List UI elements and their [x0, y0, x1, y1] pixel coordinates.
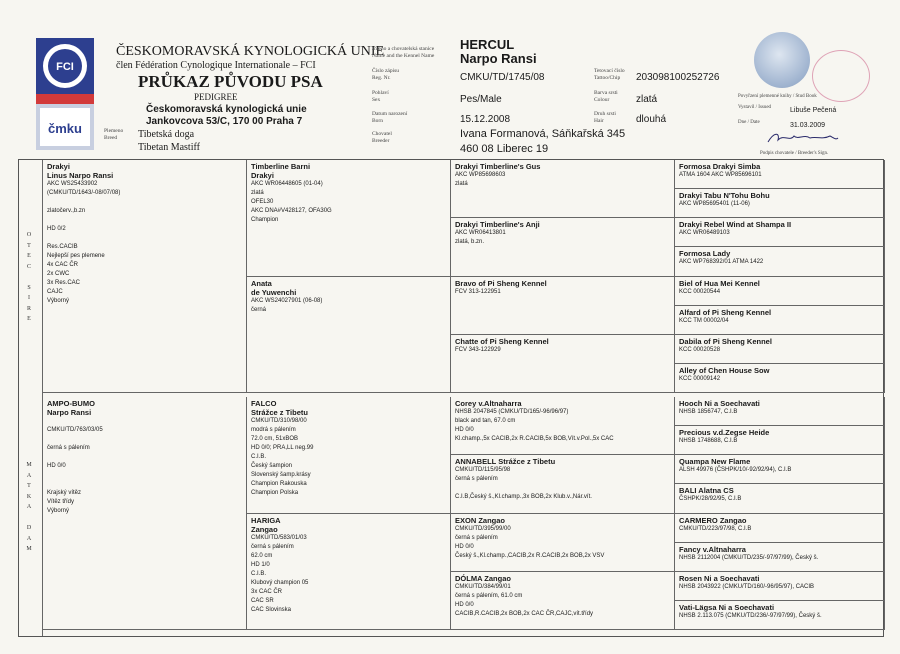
dam-gg-grandparent — [675, 572, 885, 601]
dam-grandparent-detail: C.I.B. — [251, 454, 267, 460]
dam-grandparent-detail: Slovenský šamp.krásy — [251, 472, 311, 478]
fci-cmku-logo — [36, 38, 94, 150]
reg-label-en: Reg. Nr. — [372, 75, 391, 81]
sire-gg-grandparent-name: Dabila of Pi Sheng Kennel — [679, 336, 772, 346]
sire-gg-grandparent — [675, 189, 885, 218]
dam-parent-detail — [47, 471, 242, 480]
sire-side-letter: R — [26, 305, 31, 312]
dam-grandparent-detail: Champion Polska — [251, 490, 299, 496]
dam-side-letter: D — [26, 525, 32, 531]
dam-great-grandparent — [451, 572, 675, 630]
dam-great-grandparent-detail: černá s pálením, 61.0 cm — [455, 592, 523, 599]
dam-side-letter: A — [26, 535, 32, 542]
sire-parent-detail — [47, 216, 242, 225]
dam-grandparent-detail: modrá s pálením — [251, 427, 296, 433]
name-label-cz: Jméno a chovatelská stanice — [372, 46, 435, 52]
dam-gg-grandparent-detail: NHSB 2112004 (CMKU/TD/235/-97/97/99), Český š. — [679, 554, 819, 561]
sire-great-grandparent-name: Drakyi Timberline's Anji — [455, 220, 540, 230]
dam-grandparent-name: HARIGA — [251, 515, 281, 525]
dam-grandparent-kennel: Strážce z Tibetu — [251, 408, 308, 417]
dam-side-letter: K — [26, 493, 32, 500]
dob-label-en: Born — [372, 118, 383, 124]
sire-parent-detail: 2x CWC — [47, 271, 70, 277]
issue-date: 31.03.2009 — [790, 122, 826, 129]
sire-side-letter: T — [27, 242, 31, 249]
sire-gg-grandparent-name: Drakyi Tabu N'Tohu Bohu — [679, 191, 770, 201]
dam-gg-grandparent — [675, 484, 885, 513]
sire-grandparent-detail: černá — [251, 306, 267, 313]
dam-grandparent-detail: CAC SR — [251, 597, 274, 604]
sire-great-grandparent-detail: FCV 343-122929 — [455, 346, 501, 353]
sex-label-en: Sex — [372, 97, 381, 103]
dam-great-grandparent-detail: černá s pálením — [455, 476, 498, 483]
dam-parent-detail: Vítěz třídy — [47, 499, 75, 505]
sire-grandparent-kennel: Drakyi — [251, 171, 274, 180]
dam-gg-grandparent-detail: NHSB 2.113.075 (CMKU/TD/236/-97/97/99), Český š. — [679, 612, 822, 619]
tattoo-value: 203098100252726 — [636, 72, 720, 83]
sire-gg-grandparent-detail: AKC WP768392/01 ATMA 1422 — [679, 259, 764, 266]
sire-gg-grandparent-detail: AKC WR06489103 — [679, 230, 730, 237]
dam-gg-grandparent-detail: NHSB 1748688, C.I.B — [679, 438, 738, 445]
dam-great-grandparent-name: DÓLMA Zangao — [455, 573, 511, 583]
sire-side-letter: I — [28, 295, 30, 301]
dam-gg-grandparent-name: Vati-Lägsa Ni a Soechavati — [679, 602, 775, 612]
sire-great-grandparent-detail: FCV 313-122951 — [455, 288, 501, 295]
sire-side-letter: O — [26, 232, 32, 238]
dam-gg-grandparent-name: Quampa New Flame — [679, 457, 751, 467]
sire-parent-detail: zlatočerv.,b.zn — [47, 208, 86, 214]
breeder-label-cz: Chovatel — [372, 131, 392, 137]
hair-label-cz: Druh srsti — [594, 111, 616, 117]
breed-cz: Tibetská doga — [138, 129, 195, 140]
dam-gg-grandparent-detail: NHSB 1856747, C.I.B — [679, 409, 738, 415]
sire-grandparent — [247, 160, 451, 277]
dam-side-letter: T — [27, 483, 31, 489]
sire-parent — [43, 160, 247, 393]
dam-grandparent-detail: 62.0 cm — [251, 552, 273, 559]
pedigree-grid — [18, 159, 884, 637]
sire-gg-grandparent-detail: AKC WP85695401 (11-06) — [679, 201, 750, 208]
sire-grandparent-detail: AKC WS24027901 (06-08) — [251, 297, 323, 304]
sire-gg-grandparent — [675, 218, 885, 247]
sire-gg-grandparent-detail: ATMA 1604 AKC WP85696101 — [679, 172, 762, 178]
sire-great-grandparent-name: Drakyi Timberline's Gus — [455, 162, 541, 171]
dam-great-grandparent-detail — [455, 484, 670, 493]
dam-great-grandparent-detail: black and tan, 67.0 cm — [455, 418, 516, 424]
sire-grandparent — [247, 277, 451, 394]
doc-title: PRŮKAZ PŮVODU PSA — [138, 72, 323, 91]
sire-grandparent-kennel: de Yuwenchi — [251, 287, 297, 297]
sire-parent-detail: Res.CACIB — [47, 244, 78, 250]
dam-great-grandparent — [451, 455, 675, 513]
dam-grandparent-detail: Champion Rakouska — [251, 481, 307, 487]
sire-great-grandparent-detail: AKC WP85698603 — [455, 172, 506, 178]
dam-great-grandparent — [451, 514, 675, 572]
sire-great-grandparent-detail: AKC WR06413801 — [455, 230, 506, 237]
org-name: ČESKOMORAVSKÁ KYNOLOGICKÁ UNIE — [116, 44, 385, 59]
dam-parent-name: AMPO-BUMO — [47, 399, 95, 408]
dam-great-grandparent-detail: HD 0/0 — [455, 543, 474, 550]
sex-value: Pes/Male — [460, 94, 502, 105]
dam-gg-grandparent-name: BALI Alatna CS — [679, 486, 734, 496]
studbook-stamp — [754, 32, 810, 88]
dam-great-grandparent-detail: CMKU/TD/115/95/98 — [455, 467, 511, 474]
address-line2: Jankovcova 53/C, 170 00 Praha 7 — [146, 116, 303, 127]
dam-gg-grandparent-detail: ČSHPK/28/92/95, C.I.B — [679, 496, 742, 503]
dam-grandparent-detail: HD 0/0; PRA,LL neg.99 — [251, 445, 314, 451]
date-label: Dne / Date — [738, 120, 760, 125]
dam-parent-detail: Výborný — [47, 508, 70, 514]
sire-gg-grandparent — [675, 335, 885, 364]
sire-great-grandparent-name: Chatte of Pi Sheng Kennel — [455, 336, 549, 346]
dam-great-grandparent-name: ANNABELL Strážce z Tibetu — [455, 457, 556, 467]
dam-gg-grandparent — [675, 455, 885, 484]
sire-gg-grandparent-name: Alfard of Pi Sheng Kennel — [679, 307, 772, 317]
issued-by: Libuše Pečená — [790, 107, 837, 114]
dam-parent-detail: CMKU/TD/763/03/05 — [47, 427, 103, 433]
sire-grandparent-detail: AKC WR06448605 (01-04) — [251, 181, 323, 187]
sire-parent-kennel: Linus Narpo Ransi — [47, 171, 114, 180]
sire-parent-detail — [47, 234, 242, 243]
dam-grandparent-detail: CMKU/TD/583/01/03 — [251, 534, 307, 541]
dam-side-letter: A — [26, 504, 32, 510]
dam-gg-grandparent — [675, 397, 885, 426]
dam-great-grandparent-detail: C.I.B,Český š.,Kl.champ.,3x BOB,2x Klub.v.,Nár.vít. — [455, 494, 592, 501]
sire-parent-detail: 3x Res.CAC — [47, 280, 81, 286]
sire-gg-grandparent-name: Biel of Hua Mei Kennel — [679, 278, 760, 288]
dam-great-grandparent-detail: NHSB 2047845 (CMKU/TD/165/-96/96/97) — [455, 409, 569, 415]
dam-side-letter: M — [26, 462, 32, 468]
dam-grandparent-detail: 72.0 cm, 51xBOB — [251, 436, 299, 442]
dam-gg-grandparent-detail: CMKU/TD/223/97/98, C.I.B — [679, 525, 752, 532]
sire-side-letter: E — [27, 316, 31, 322]
dam-grandparent-detail: 3x CAC ČR — [251, 588, 283, 595]
dam-gg-grandparent-name: Rosen Ni a Soechavati — [679, 573, 760, 583]
side-column — [19, 160, 43, 636]
dog-name-line1: HERCUL — [460, 37, 515, 52]
dam-grandparent-detail: CAC Slovinska — [251, 606, 292, 613]
dam-grandparent-detail: Klubový champion 05 — [251, 579, 309, 586]
dam-parent-detail — [47, 453, 242, 462]
sire-gg-grandparent-detail: KCC 00020544 — [679, 288, 721, 295]
dam-grandparent — [247, 514, 451, 631]
dam-grandparent-detail: HD 1/0 — [251, 561, 270, 568]
tattoo-label-en: Tattoo/Chip — [594, 75, 621, 81]
dam-great-grandparent-detail: HD 0/0 — [455, 601, 474, 608]
sire-great-grandparent — [451, 218, 675, 276]
dam-grandparent-detail: černá s pálením — [251, 543, 294, 550]
address-line1: Českomoravská kynologická unie — [146, 104, 307, 115]
sire-gg-grandparent-name: Alley of Chen House Sow — [679, 365, 770, 375]
dog-name-line2: Narpo Ransi — [460, 51, 537, 66]
sire-grandparent-detail: AKC DNA#V428127, OFA30G — [251, 208, 332, 214]
sire-grandparent-detail: Champion — [251, 217, 279, 223]
sire-side-letter: S — [27, 284, 31, 291]
dam-side-letter: M — [26, 546, 32, 552]
signature-label: Podpis chovatele / Breeder's Sign. — [760, 151, 829, 156]
sire-side-letter: E — [27, 253, 31, 259]
fci-member: člen Fédération Cynologique Internationale – FCI — [116, 60, 316, 71]
sire-gg-grandparent-detail: KCC 00009142 — [679, 375, 721, 382]
dam-grandparent — [247, 397, 451, 514]
dam-parent-detail: Krajský vítěz — [47, 490, 82, 496]
tattoo-label-cz: Tetovací číslo — [594, 68, 625, 74]
dam-parent — [43, 397, 247, 630]
sire-parent-detail: AKC WS25433902 — [47, 181, 98, 187]
sire-great-grandparent — [451, 335, 675, 393]
reg-number: CMKU/TD/1745/08 — [460, 72, 545, 83]
dob-label-cz: Datum narození — [372, 111, 408, 117]
colour-value: zlatá — [636, 94, 658, 105]
breeder-label-en: Breeder — [372, 138, 390, 144]
dam-great-grandparent-detail: CMKU/TD/384/99/01 — [455, 583, 511, 590]
dam-great-grandparent-name: EXON Zangao — [455, 515, 506, 525]
dam-gg-grandparent-name: Fancy v.Altnaharra — [679, 544, 746, 554]
sire-gg-grandparent — [675, 160, 885, 189]
sire-gg-grandparent — [675, 306, 885, 335]
fci-logo-text: FCI — [56, 61, 74, 73]
sire-grandparent-name: Anata — [251, 278, 272, 288]
name-label-en: Name and the Kennel Name — [372, 53, 435, 59]
sire-parent-detail: 4x CAC ČR — [47, 262, 79, 268]
hair-label-en: Hair — [594, 118, 604, 124]
sire-great-grandparent-detail: zlatá, b.zn. — [455, 239, 485, 246]
dam-great-grandparent — [451, 397, 675, 455]
sire-grandparent-detail: OFEL30 — [251, 199, 274, 205]
dam-gg-grandparent-detail: ALSH 49976 (ČSHPK/10/-92/92/94), C.I.B — [679, 467, 792, 474]
dam-parent-detail: černá s pálením — [47, 445, 90, 451]
breeder-line1: Ivana Formanová, Sáňkařská 345 — [460, 128, 626, 140]
sire-gg-grandparent-detail: KCC 00020528 — [679, 346, 721, 353]
dam-side-letter: A — [26, 472, 32, 479]
breed-label-en: Breed — [104, 135, 118, 141]
dam-parent-kennel: Narpo Ransi — [47, 408, 92, 417]
sire-gg-grandparent — [675, 247, 885, 276]
dam-gg-grandparent — [675, 601, 885, 630]
sire-great-grandparent-detail: zlatá — [455, 181, 468, 187]
cmku-logo-text: čmku — [48, 121, 82, 136]
dam-parent-detail — [47, 435, 242, 444]
sire-grandparent-detail: zlatá — [251, 190, 264, 196]
sire-great-grandparent-name: Bravo of Pi Sheng Kennel — [455, 278, 547, 288]
sire-gg-grandparent-detail: KCC TM 00002/04 — [679, 317, 729, 324]
issued-label: Vystavil / Issued — [738, 105, 772, 110]
breed-label-cz: Plemeno — [104, 128, 124, 134]
dam-gg-grandparent — [675, 543, 885, 572]
dam-gg-grandparent-name: Hooch Ni a Soechavati — [679, 399, 760, 408]
dam-great-grandparent-detail: CACIB,R.CACIB,2x BOB,2x CAC ČR,CAJC,vít.třídy — [455, 610, 594, 617]
dam-gg-grandparent-name: CARMERO Zangao — [679, 515, 747, 525]
sire-great-grandparent — [451, 160, 675, 218]
dam-parent-detail — [47, 417, 242, 426]
dam-grandparent-detail: C.I.B. — [251, 570, 267, 577]
club-stamp — [812, 50, 870, 102]
dam-great-grandparent-detail: Český š.,Kl.champ.,CACIB,2x R.CACIB,2x BOB,2x VSV — [455, 552, 605, 559]
sire-gg-grandparent-name: Drakyi Rebel Wind at Shampa II — [679, 220, 792, 230]
sire-gg-grandparent — [675, 277, 885, 306]
dam-grandparent-detail: CMKU/TD/310/98/00 — [251, 418, 307, 424]
sire-parent-detail: (CMKU/TD/1643/-08/07/08) — [47, 190, 121, 196]
dam-grandparent-name: FALCO — [251, 399, 277, 408]
dam-gg-grandparent-name: Precious v.d.Zegse Heide — [679, 428, 770, 438]
sire-parent-detail: CAJC — [47, 289, 63, 295]
sire-side-letter: C — [26, 263, 31, 270]
colour-label-cz: Barva srsti — [594, 90, 618, 96]
hair-value: dlouhá — [636, 114, 667, 125]
breed-en: Tibetan Mastiff — [138, 142, 200, 153]
dam-great-grandparent-detail: Kl.champ.,5x CACIB,2x R.CACIB,5x BOB,Vít.v.Pol.,5x CAC — [455, 436, 614, 442]
dam-grandparent-kennel: Zangao — [251, 524, 278, 534]
sire-parent-detail: HD 0/2 — [47, 226, 66, 232]
dam-great-grandparent-name: Corey v.Altnaharra — [455, 399, 522, 408]
breeder-signature — [764, 128, 840, 148]
dam-parent-detail: HD 0/0 — [47, 463, 66, 469]
sire-parent-name: Drakyi — [47, 162, 70, 171]
sire-gg-grandparent-name: Formosa Drakyi Simba — [679, 162, 761, 171]
sex-label-cz: Pohlaví — [372, 90, 389, 96]
dam-gg-grandparent — [675, 426, 885, 455]
sire-parent-detail: Nejlepší pes plemene — [47, 253, 105, 259]
dob-value: 15.12.2008 — [460, 114, 511, 125]
dam-parent-detail — [47, 480, 242, 489]
sire-parent-detail: Výborný — [47, 298, 70, 304]
colour-label-en: Colour — [594, 97, 610, 103]
sire-gg-grandparent — [675, 364, 885, 393]
studbook-label: Povyřzení plemenné knihy / Stud Book — [738, 94, 817, 99]
dam-great-grandparent-detail: černá s pálením — [455, 534, 498, 541]
sire-grandparent-name: Timberline Barni — [251, 162, 311, 171]
sire-gg-grandparent-name: Formosa Lady — [679, 249, 731, 259]
breeder-line2: 460 08 Liberec 19 — [460, 143, 549, 155]
doc-subtitle: PEDIGREE — [194, 92, 238, 102]
dam-gg-grandparent-detail: NHSB 2043922 (CMKU/TD/160/-96/95/97), CACIB — [679, 583, 815, 590]
sire-parent-detail — [47, 198, 242, 207]
dam-gg-grandparent — [675, 514, 885, 543]
sire-great-grandparent — [451, 277, 675, 335]
reg-label-cz: Číslo zápisu — [372, 68, 400, 74]
dam-great-grandparent-detail: HD 0/0 — [455, 427, 474, 433]
dam-great-grandparent-detail: CMKU/TD/395/99/00 — [455, 525, 511, 532]
dam-grandparent-detail: Český šampion — [251, 463, 293, 469]
